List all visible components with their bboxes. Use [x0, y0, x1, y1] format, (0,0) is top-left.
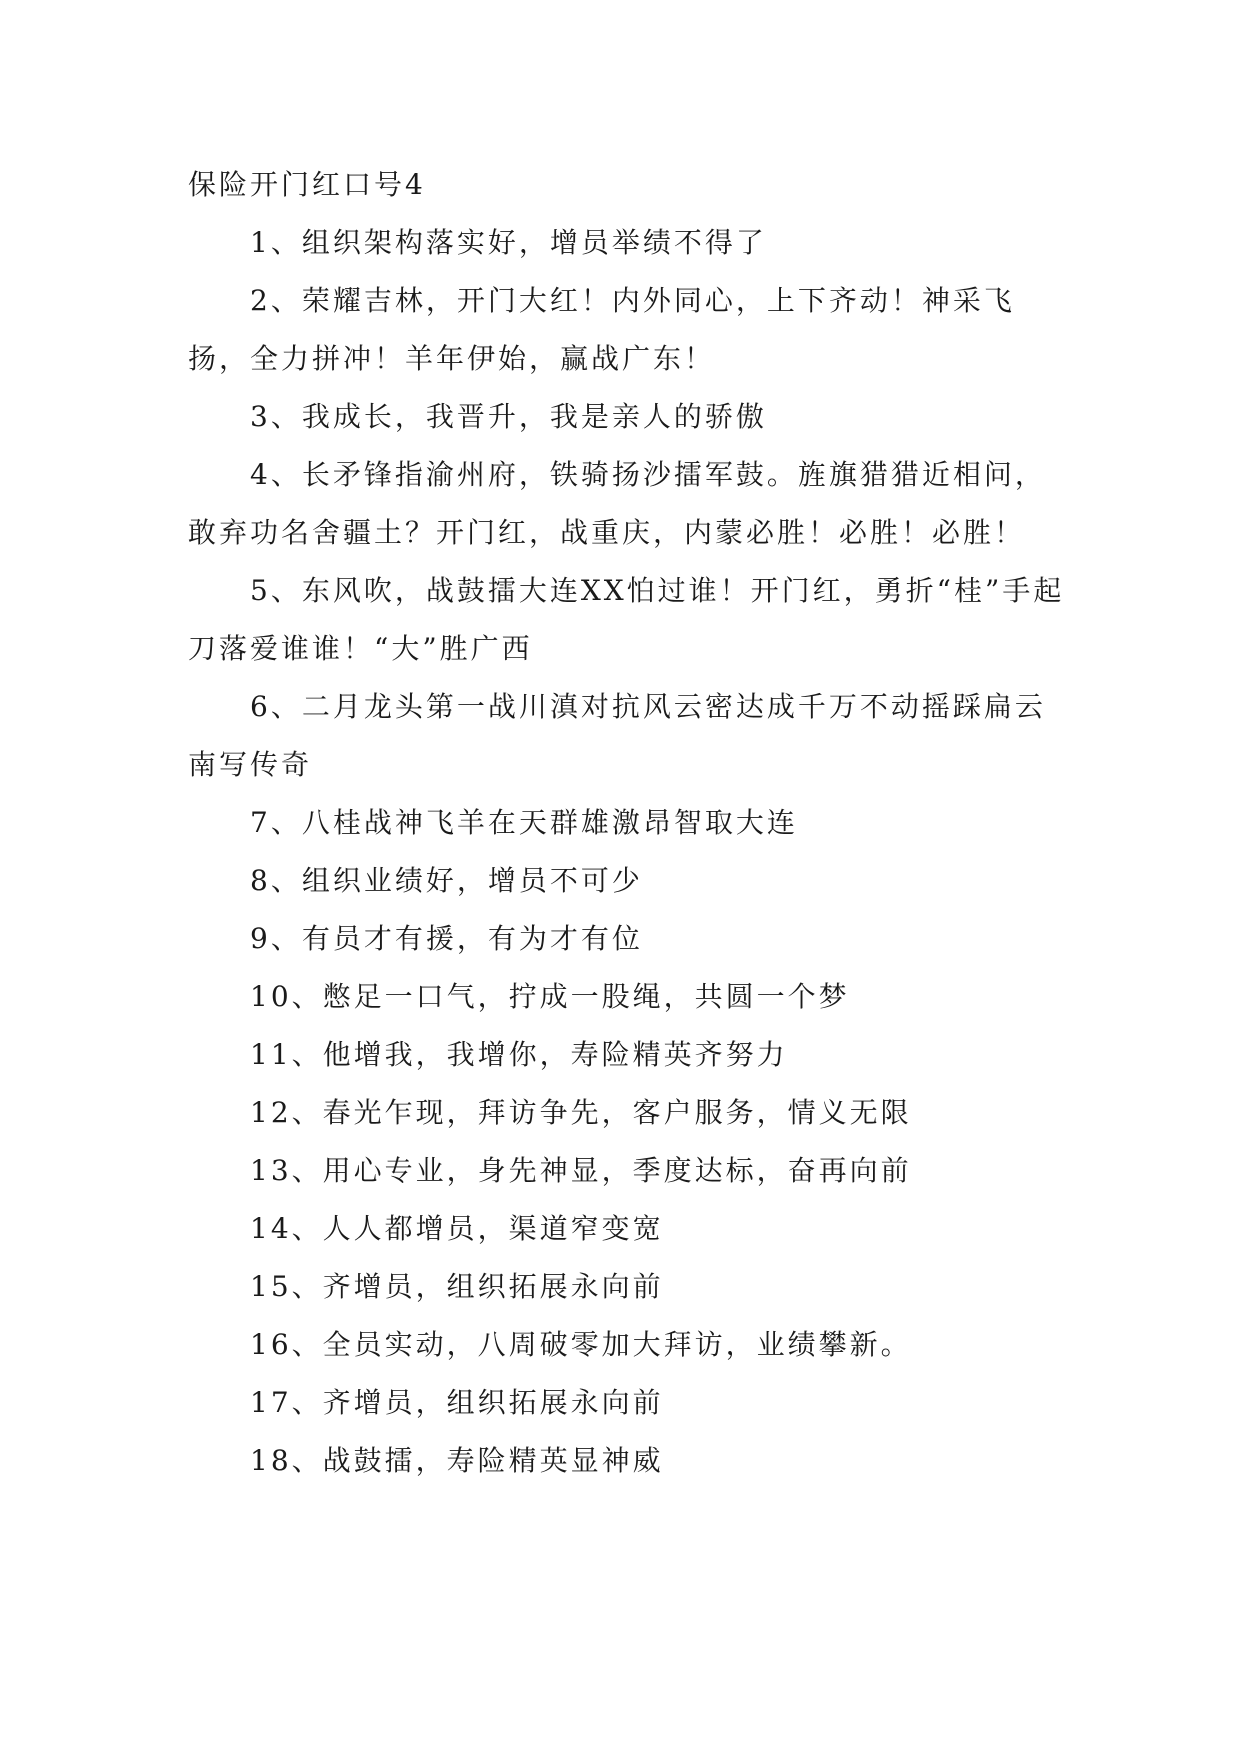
list-item: 13、用心专业，身先神显，季度达标，奋再向前: [250, 1154, 912, 1187]
list-item: 6、二月龙头第一战川滇对抗风云密达成千万不动摇踩扁云南写传奇: [188, 690, 1046, 781]
list-item: 15、齐增员，组织拓展永向前: [250, 1270, 664, 1303]
list-item: 12、春光乍现，拜访争先，客户服务，情义无限: [250, 1096, 912, 1129]
list-item: 10、憋足一口气，拧成一股绳，共圆一个梦: [250, 980, 850, 1013]
list-item: 18、战鼓擂，寿险精英显神威: [250, 1444, 664, 1477]
list-item: 14、人人都增员，渠道窄变宽: [250, 1212, 664, 1245]
list-item: 4、长矛锋指渝州府，铁骑扬沙擂军鼓。旌旗猎猎近相问，敢弃功名舍疆土？开门红，战重庆，内蒙必胜！必胜！必胜！: [188, 458, 1046, 549]
list-item: 2、荣耀吉林，开门大红！内外同心，上下齐动！神采飞扬，全力拼冲！羊年伊始，赢战广东！: [188, 284, 1015, 375]
document-title: 保险开门红口号4: [188, 168, 426, 201]
list-item: 8、组织业绩好，增员不可少: [250, 864, 643, 897]
list-item: 7、八桂战神飞羊在天群雄激昂智取大连: [250, 806, 798, 839]
list-item: 16、全员实动，八周破零加大拜访，业绩攀新。: [250, 1328, 912, 1361]
list-item: 1、组织架构落实好，增员举绩不得了: [250, 226, 767, 259]
list-item: 17、齐增员，组织拓展永向前: [250, 1386, 664, 1419]
list-item: 3、我成长，我晋升，我是亲人的骄傲: [250, 400, 767, 433]
document-page: [188, 156, 1068, 1490]
list-item: 11、他增我，我增你，寿险精英齐努力: [250, 1038, 788, 1071]
list-item: 5、东风吹，战鼓擂大连XX怕过谁！开门红，勇折“桂”手起刀落爱谁谁！“大”胜广西: [188, 574, 1065, 665]
slogan-list: [188, 214, 1068, 1490]
list-item: 9、有员才有援，有为才有位: [250, 922, 643, 955]
